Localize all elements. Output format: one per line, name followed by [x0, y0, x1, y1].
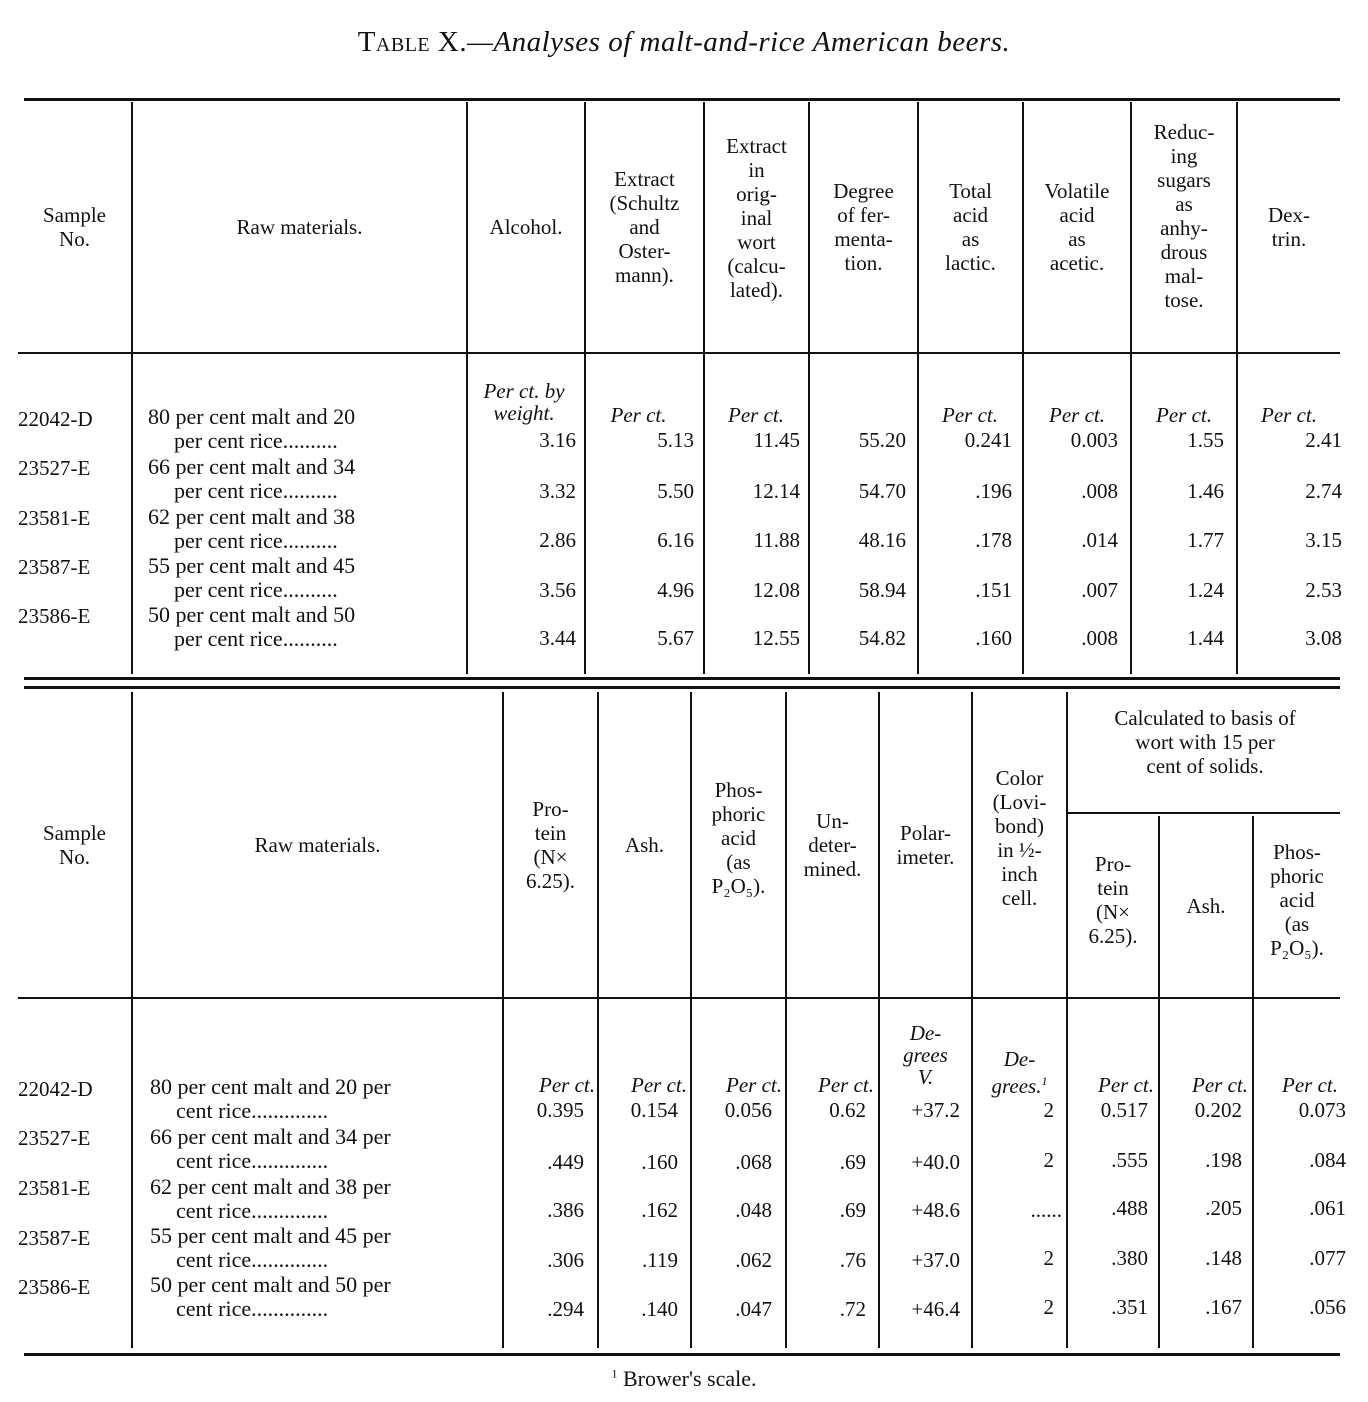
- raw-materials: 50 per cent malt and 50 per cent rice..............: [150, 1272, 391, 1321]
- sample-number: 22042-D: [18, 1077, 93, 1101]
- sample-number: 23587-E: [18, 555, 91, 579]
- calc-ash-value: .167: [1205, 1295, 1242, 1319]
- calc-ash-value: 0.202: [1194, 1098, 1242, 1122]
- ash-value: .140: [641, 1297, 678, 1321]
- volatile-acid-value: 0.003: [1070, 428, 1118, 452]
- t2-unit-polarimeter: De- grees V.: [903, 1021, 948, 1089]
- t2-unit-ash: Per ct.: [631, 1073, 687, 1097]
- calc-phosphoric-value: .077: [1309, 1246, 1346, 1270]
- t2-unit-protein: Per ct.: [539, 1073, 595, 1097]
- t2-header-polarimeter: Polar- imeter.: [896, 820, 955, 869]
- t1-header-dextrin: Dex- trin.: [1268, 203, 1310, 251]
- ash-value: .160: [641, 1150, 678, 1174]
- extract-value: 4.96: [657, 578, 694, 602]
- t2-unit-undetermined: Per ct.: [818, 1073, 874, 1097]
- volatile-acid-value: .008: [1081, 626, 1118, 650]
- phosphoric-value: 0.056: [724, 1098, 772, 1122]
- alcohol-value: 3.56: [539, 578, 576, 602]
- raw-materials: 50 per cent malt and 50 per cent rice..........: [148, 602, 356, 651]
- polarimeter-value: +48.6: [911, 1198, 960, 1222]
- raw-materials: 80 per cent malt and 20 per cent rice..........: [148, 404, 356, 453]
- t2-header-protein: Pro- tein (N× 6.25).: [526, 796, 575, 893]
- t1-unit-dextrin: Per ct.: [1261, 403, 1317, 427]
- table2-group-rule: [1068, 812, 1340, 814]
- table-caption: —Analyses of malt-and-rice American beers.: [467, 26, 1011, 58]
- footnote-mark: 1: [1041, 1074, 1048, 1088]
- sample-number: 23527-E: [18, 1126, 91, 1150]
- t1-unit-total-acid: Per ct.: [942, 403, 998, 427]
- t1-unit-extract-wort: Per ct.: [728, 403, 784, 427]
- t1-header-volatile-acid: Volatile acid as acetic.: [1044, 179, 1110, 275]
- t1-header-alcohol: Alcohol.: [489, 215, 563, 239]
- reducing-sugars-value: 1.44: [1187, 626, 1224, 650]
- extract-value: 5.67: [657, 626, 694, 650]
- reducing-sugars-value: 1.77: [1187, 528, 1224, 552]
- color-value: 2: [1043, 1295, 1054, 1319]
- total-acid-value: .178: [975, 528, 1012, 552]
- t2-header-calc-ash: Ash.: [1186, 893, 1226, 918]
- protein-value: .386: [547, 1198, 584, 1222]
- calc-protein-value: .555: [1111, 1148, 1148, 1172]
- footnote-text: Brower's scale.: [623, 1366, 757, 1391]
- extract-value: 5.13: [657, 428, 694, 452]
- color-value: ......: [1030, 1198, 1062, 1222]
- t1-unit-alcohol: Per ct. by weight.: [483, 379, 565, 425]
- color-value: 2: [1043, 1246, 1054, 1270]
- protein-value: .449: [547, 1150, 584, 1174]
- t2-header-ash: Ash.: [624, 832, 665, 857]
- total-acid-value: .160: [975, 626, 1012, 650]
- protein-value: .306: [547, 1248, 584, 1272]
- t2-header-calc-phosphoric: Phos- phoric acid (as P₂O₅).: [1270, 840, 1324, 960]
- calc-phosphoric-value: .061: [1309, 1196, 1346, 1220]
- polarimeter-value: +40.0: [911, 1150, 960, 1174]
- raw-materials: 62 per cent malt and 38 per cent rice..............: [150, 1174, 391, 1223]
- t2-unit-calc-phosphoric: Per ct.: [1282, 1073, 1338, 1097]
- calc-phosphoric-value: 0.073: [1298, 1098, 1346, 1122]
- t2-unit-calc-protein: Per ct.: [1098, 1073, 1154, 1097]
- undetermined-value: .76: [839, 1248, 866, 1272]
- calc-ash-value: .148: [1205, 1246, 1242, 1270]
- polarimeter-value: +46.4: [911, 1297, 960, 1321]
- t2-header-sample-no: Sample No.: [43, 820, 106, 869]
- t1-unit-reducing-sugars: Per ct.: [1156, 403, 1212, 427]
- table2-col-divider: [1066, 692, 1068, 1348]
- alcohol-value: 3.44: [539, 626, 576, 650]
- table-title: [0, 26, 1368, 59]
- calc-protein-value: .351: [1111, 1295, 1148, 1319]
- raw-materials: 66 per cent malt and 34 per cent rice..........: [148, 454, 356, 503]
- t2-unit-color: De- grees.$^1$: [991, 1047, 1048, 1098]
- t2-header-color: Color (Lovi- bond) in ½- inch cell.: [992, 766, 1047, 910]
- table2-bottom-rule: [24, 1353, 1340, 1356]
- raw-materials: 80 per cent malt and 20 per cent rice..............: [150, 1074, 391, 1123]
- t1-header-sample-no: Sample No.: [43, 203, 106, 251]
- degree-fermentation-value: 54.82: [858, 626, 906, 650]
- t2-header-undetermined: Un- deter- mined.: [803, 808, 862, 881]
- table1-header-rule: [18, 352, 1340, 354]
- extract-wort-value: 12.55: [752, 626, 800, 650]
- extract-wort-value: 12.08: [752, 578, 800, 602]
- extract-wort-value: 11.45: [753, 428, 800, 452]
- sample-number: 23581-E: [18, 506, 91, 530]
- degree-fermentation-value: 55.20: [858, 428, 906, 452]
- alcohol-value: 2.86: [539, 528, 576, 552]
- t2-header-calculated-group: Calculated to basis of wort with 15 per cent of solids.: [1114, 706, 1296, 778]
- protein-value: .294: [547, 1297, 584, 1321]
- calc-ash-value: .198: [1205, 1148, 1242, 1172]
- t1-header-extract-wort: Extract in orig- inal wort (calcu- lated).: [726, 134, 787, 302]
- table2-header-rule: [18, 997, 1340, 999]
- t1-unit-volatile-acid: Per ct.: [1049, 403, 1105, 427]
- sample-number: 23586-E: [18, 604, 91, 628]
- footnote: [0, 1366, 1368, 1392]
- ash-value: .162: [641, 1198, 678, 1222]
- phosphoric-value: .062: [735, 1248, 772, 1272]
- sample-number: 23527-E: [18, 456, 91, 480]
- t1-header-degree-fermentation: Degree of fer- menta- tion.: [833, 179, 894, 275]
- raw-materials: 55 per cent malt and 45 per cent rice..........: [148, 553, 356, 602]
- sample-number: 22042-D: [18, 407, 93, 431]
- raw-materials: 66 per cent malt and 34 per cent rice..............: [150, 1124, 391, 1173]
- t2-header-phosphoric: Phos- phoric acid (as P₂O₅).: [711, 778, 766, 898]
- calc-protein-value: .380: [1111, 1246, 1148, 1270]
- reducing-sugars-value: 1.24: [1187, 578, 1224, 602]
- degree-fermentation-value: 48.16: [858, 528, 906, 552]
- color-value: 2: [1043, 1098, 1054, 1122]
- sample-number: 23586-E: [18, 1275, 91, 1299]
- table-number: Table X.: [357, 26, 468, 58]
- degree-fermentation-value: 58.94: [858, 578, 906, 602]
- t1-header-reducing-sugars: Reduc- ing sugars as anhy- drous mal- tose.: [1153, 120, 1215, 312]
- t1-header-total-acid: Total acid as lactic.: [945, 179, 996, 275]
- t2-header-raw-materials: Raw materials.: [254, 832, 381, 857]
- table-divider-rule-1: [24, 677, 1340, 680]
- volatile-acid-value: .014: [1081, 528, 1118, 552]
- raw-materials: 55 per cent malt and 45 per cent rice..............: [150, 1223, 391, 1272]
- calc-phosphoric-value: .084: [1309, 1148, 1346, 1172]
- calc-protein-value: .488: [1111, 1196, 1148, 1220]
- table1-top-rule: [24, 98, 1340, 101]
- undetermined-value: .69: [839, 1198, 866, 1222]
- ash-value: .119: [642, 1248, 678, 1272]
- raw-materials: 62 per cent malt and 38 per cent rice..........: [148, 504, 356, 553]
- protein-value: 0.395: [536, 1098, 584, 1122]
- extract-value: 6.16: [657, 528, 694, 552]
- dextrin-value: 2.41: [1305, 428, 1342, 452]
- phosphoric-value: .047: [735, 1297, 772, 1321]
- phosphoric-value: .048: [735, 1198, 772, 1222]
- t1-unit-extract: Per ct.: [610, 403, 667, 427]
- t2-unit-phosphoric: Per ct.: [726, 1073, 782, 1097]
- polarimeter-value: +37.2: [911, 1098, 960, 1122]
- t1-header-raw-materials: Raw materials.: [236, 215, 363, 239]
- degree-fermentation-value: 54.70: [858, 479, 906, 503]
- alcohol-value: 3.16: [539, 428, 576, 452]
- total-acid-value: .196: [975, 479, 1012, 503]
- dextrin-value: 3.08: [1305, 626, 1342, 650]
- footnote-mark: 1: [611, 1366, 618, 1381]
- t2-header-calc-protein: Pro- tein (N× 6.25).: [1088, 852, 1138, 948]
- dextrin-value: 2.74: [1305, 479, 1342, 503]
- phosphoric-value: .068: [735, 1150, 772, 1174]
- polarimeter-value: +37.0: [911, 1248, 960, 1272]
- t1-header-extract: Extract (Schultz and Oster- mann).: [609, 167, 680, 287]
- ash-value: 0.154: [630, 1098, 678, 1122]
- volatile-acid-value: .007: [1081, 578, 1118, 602]
- dextrin-value: 3.15: [1305, 528, 1342, 552]
- alcohol-value: 3.32: [539, 479, 576, 503]
- extract-wort-value: 12.14: [752, 479, 800, 503]
- total-acid-value: .151: [975, 578, 1012, 602]
- reducing-sugars-value: 1.46: [1187, 479, 1224, 503]
- total-acid-value: 0.241: [964, 428, 1012, 452]
- undetermined-value: .69: [839, 1150, 866, 1174]
- calc-ash-value: .205: [1205, 1196, 1242, 1220]
- undetermined-value: .72: [839, 1297, 866, 1321]
- extract-value: 5.50: [657, 479, 694, 503]
- calc-protein-value: 0.517: [1100, 1098, 1148, 1122]
- sample-number: 23587-E: [18, 1226, 91, 1250]
- sample-number: 23581-E: [18, 1176, 91, 1200]
- t2-unit-calc-ash: Per ct.: [1192, 1073, 1248, 1097]
- undetermined-value: 0.62: [829, 1098, 866, 1122]
- dextrin-value: 2.53: [1305, 578, 1342, 602]
- volatile-acid-value: .008: [1081, 479, 1118, 503]
- table-divider-rule-2: [24, 686, 1340, 689]
- extract-wort-value: 11.88: [753, 528, 800, 552]
- calc-phosphoric-value: .056: [1309, 1295, 1346, 1319]
- color-value: 2: [1043, 1148, 1054, 1172]
- reducing-sugars-value: 1.55: [1187, 428, 1224, 452]
